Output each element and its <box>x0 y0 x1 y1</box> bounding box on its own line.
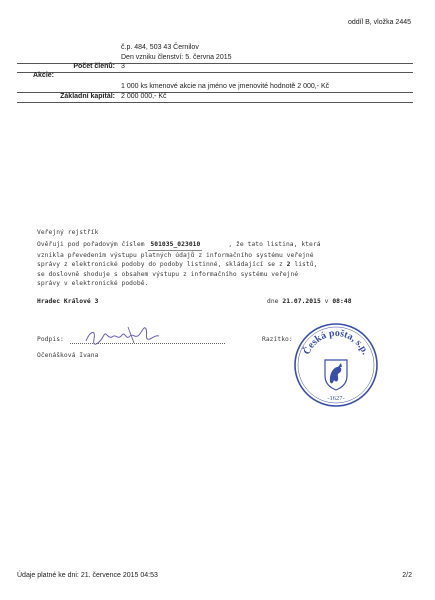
verification-line3-pre: správy z elektronické podoby do podoby listinné, skládající se z <box>37 261 283 269</box>
time: 08:48 <box>332 298 352 305</box>
verification-line4: se doslovně shoduje s obsahem výstupu z informačního systému veřejné <box>37 270 299 278</box>
svg-text:Česká pošta, s.p.: Česká pošta, s.p. <box>301 327 371 357</box>
register-section: oddíl B, vložka 2445 <box>347 19 411 26</box>
date: 21.07.2015 <box>282 298 321 305</box>
validity-footer: Údaje platné ke dni: 21. července 2015 04:53 <box>17 572 158 579</box>
divider <box>17 72 413 73</box>
verification-line1-post: , že tato listina, která <box>228 241 321 248</box>
verification-heading: Veřejný rejstřík <box>37 229 99 236</box>
shares-label: Akcie: <box>32 72 54 79</box>
address-line: č.p. 484, 503 43 Černilov <box>121 44 199 51</box>
verification-pages: 2 <box>286 261 291 269</box>
members-value: 3 <box>121 63 125 70</box>
postal-stamp <box>293 322 379 408</box>
members-label: Počet členů: <box>73 63 115 70</box>
verification-number: 501035_023010 <box>148 240 202 251</box>
shares-value: 1 000 ks kmenové akcie na jméno ve jmenovité hodnotě 2 000,- Kč <box>121 83 330 90</box>
svg-text:-1627-: -1627- <box>327 395 345 402</box>
capital-value: 2 000 000,- Kč <box>121 93 167 100</box>
signature-image <box>82 323 162 349</box>
founded-line: Den vzniku členství: 5. června 2015 <box>121 54 232 61</box>
verification-text <box>37 240 417 289</box>
verification-line5: správy v elektronické podobě. <box>37 280 149 288</box>
stamp-label: Razítko: <box>262 336 293 343</box>
page-number: 2/2 <box>402 572 412 579</box>
verification-line2: vznikla převedením výstupu platných údajů z informačního systému veřejné <box>37 251 314 259</box>
verification-line1-pre: Ověřuji pod pořadovým číslem <box>37 241 145 248</box>
divider <box>17 102 413 103</box>
verification-line3-post: listů, <box>294 261 318 269</box>
place: Hradec Králové 3 <box>37 298 99 305</box>
officer-name: Očenášková Ivana <box>37 352 99 359</box>
date-line: dne 21.07.2015 v 08:48 <box>267 298 352 305</box>
signature-label: Podpis: <box>37 336 64 343</box>
capital-label: Základní kapitál: <box>60 93 115 100</box>
